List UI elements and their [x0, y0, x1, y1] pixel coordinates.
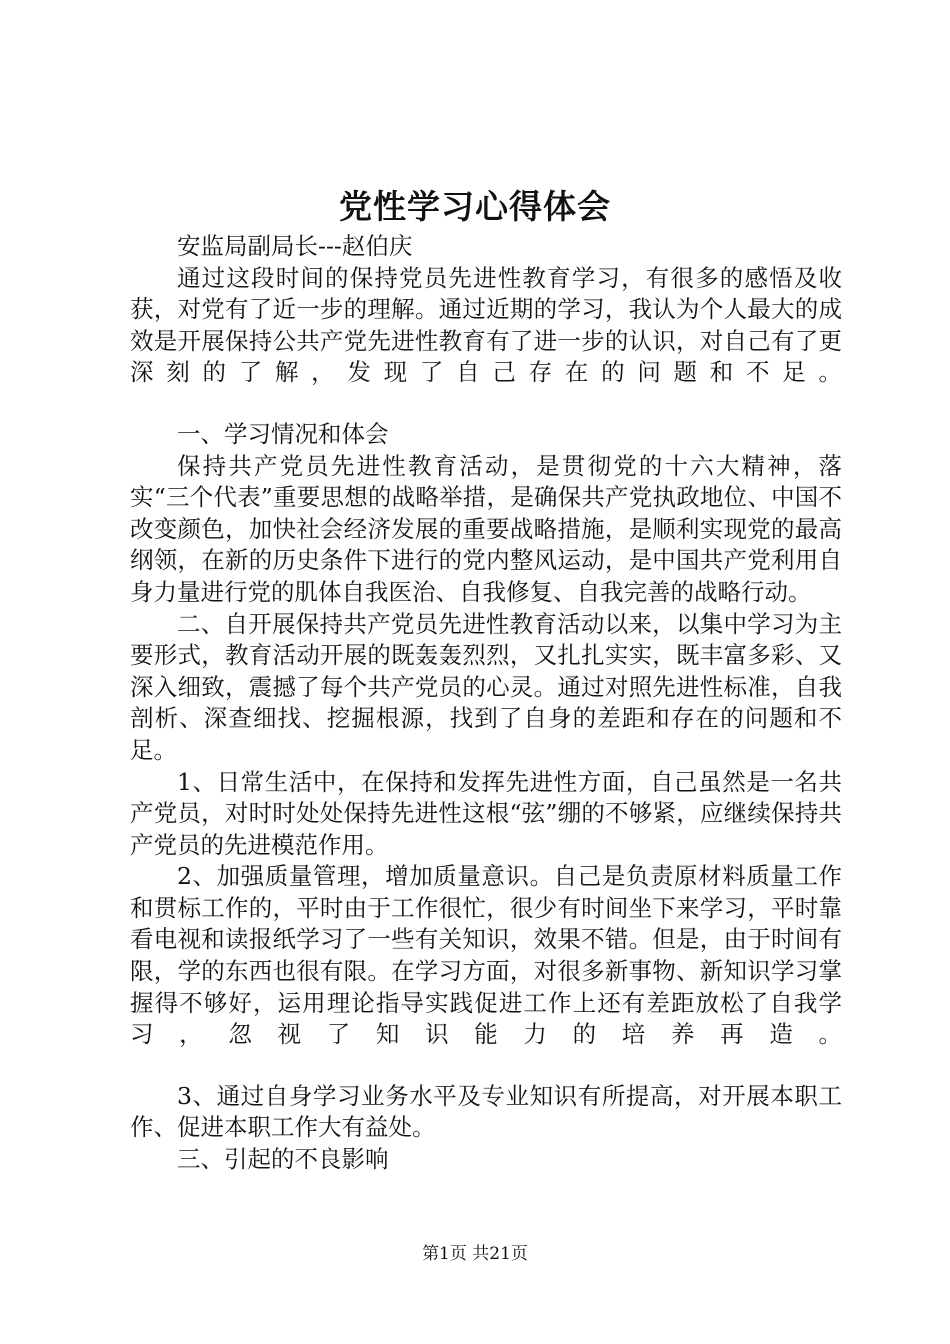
section-heading-1: 一、学习情况和体会 [177, 419, 389, 448]
paragraph: 保持共产党员先进性教育活动，是贯彻党的十六大精神，落实“三个代表”重要思想的战略举措，是确保共产党执政地位、中国不改变颜色，加快社会经济发展的重要战略措施，是顺利实现党的最高纲领，在新的历史条件下进行的党内整风运动，是中国共产党利用自身力量进行党的肌体自我医治、自我修复、自我完善的战略行动。 [130, 451, 842, 606]
document-title: 党性学习心得体会 [339, 187, 611, 226]
paragraph-gap [130, 389, 842, 419]
paragraph-intro: 通过这段时间的保持党员先进性教育学习，有很多的感悟及收获，对党有了近一步的理解。通过近期的学习，我认为个人最大的成效是开展保持公共产党先进性教育有了进一步的认识，对自己有了更深刻的了解，发现了自己存在的问题和不足。 [130, 263, 842, 387]
paragraph-gap [130, 1051, 842, 1081]
paragraph: 2、加强质量管理，增加质量意识。自己是负责原材料质量工作和贯标工作的，平时由于工作很忙，很少有时间坐下来学习，平时靠看电视和读报纸学习了一些有关知识，效果不错。但是，由于时间有限，学的东西也很有限。在学习方面，对很多新事物、新知识学习掌握得不够好，运用理论指导实践促进工作上还有差距放松了自我学习，忽视了知识能力的培养再造。 [130, 862, 842, 1049]
section-heading-3: 三、引起的不良影响 [177, 1145, 389, 1174]
paragraph: 二、自开展保持共产党员先进性教育活动以来，以集中学习为主要形式，教育活动开展的既轰轰烈烈，又扎扎实实，既丰富多彩、又深入细致，震撼了每个共产党员的心灵。通过对照先进性标准，自我剖析、深查细找、挖掘根源，找到了自身的差距和存在的问题和不足。 [130, 609, 842, 764]
paragraph: 3、通过自身学习业务水平及专业知识有所提高，对开展本职工作、促进本职工作大有益处。 [130, 1081, 842, 1142]
paragraph: 1、日常生活中，在保持和发挥先进性方面，自己虽然是一名共产党员，对时时处处保持先进性这根“弦”绷的不够紧，应继续保持共产党员的先进模范作用。 [130, 767, 842, 859]
author-line: 安监局副局长---赵伯庆 [177, 232, 413, 260]
document-body [130, 231, 842, 1176]
page-footer: 第1页 共21页 [422, 1244, 528, 1264]
